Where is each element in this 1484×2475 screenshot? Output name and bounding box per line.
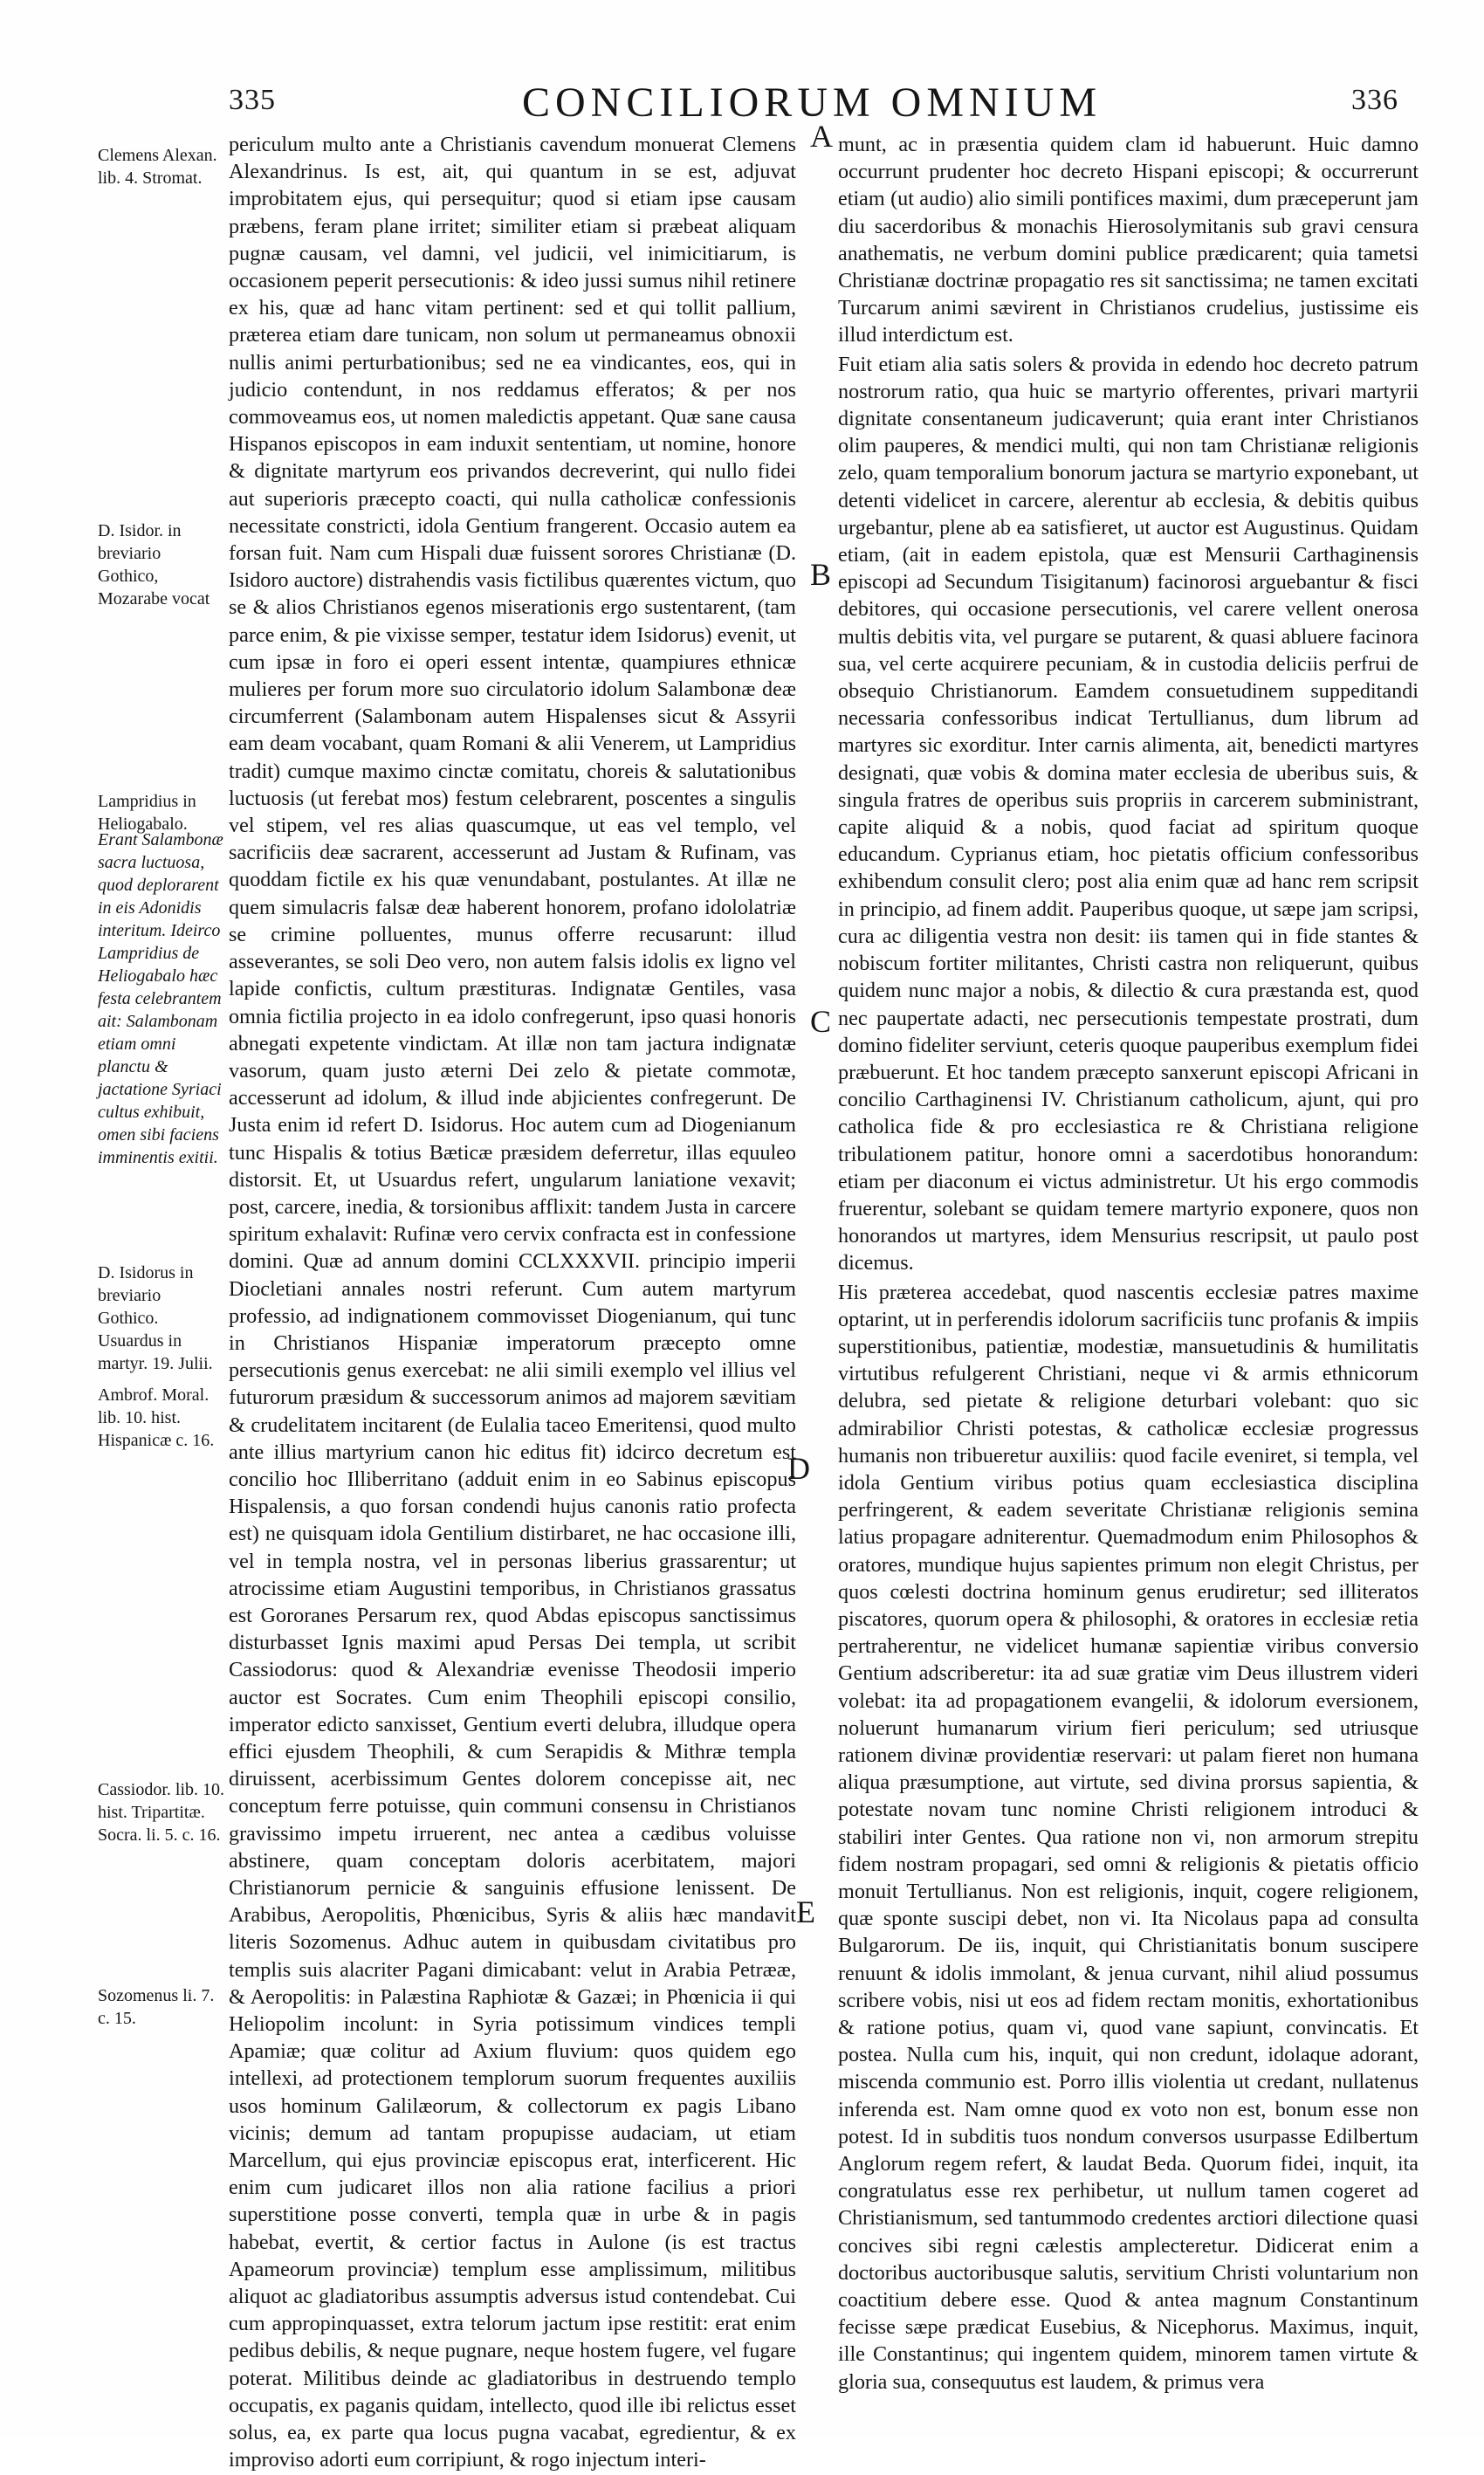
section-letter: C xyxy=(810,1004,832,1039)
running-title: CONCILIORUM OMNIUM xyxy=(521,79,1102,126)
section-letter: E xyxy=(796,1894,815,1929)
right-text-column xyxy=(838,131,1419,2397)
paragraph: periculum multo ante a Christianis cavendum monuerat Clemens Alexandrinus. Is est, ait, qui quantum in se est, adjuvat improbitatem ejus, qui persequitur; quod si etiam ipse causam præbens, feram plane irritet; similiter etiam si præbeat aliquam pugnæ causam, vel damni, vel judicii, vel inimicitiarum, is occasionem peperit persecutionis: & ideo jussi sumus nihil retinere ex his, quæ ad hanc vitam pertinent: sed et qui tollit pallium, præterea etiam dare tunicam, non solum ut permaneamus obnoxii nullis animi perturbationibus; sed ne ea vindicantes, eos, qui in judicio contendunt, in nos reddamus efferatos; & per nos commoveamus eos, ut nomen maledictis appetant. Quæ sane causa Hispanos episcopos in eam induxit sententiam, ut nomine, honore & dignitate martyrum eos privandos decreverint, qui nullo fidei aut superioris præcepto coacti, qui nulla catholicæ confessionis necessitate constricti, idola Gentium frangerent. Occasio autem ea forsan fuit. Nam cum Hispali duæ fuissent sorores Christianæ (D. Isidoro auctore) distrahendis vasis fictilibus quærentes victum, quo se & alios Christianos egenos miserationis ergo sustentarent, (tam parce enim, & pie vixisse semper, testatur idem Isidorus) evenit, ut cum ipsæ in foro ei operi essent intentæ, quampiures ethnicæ mulieres per forum more suo circulatorio idolum Salambonæ deæ circumferrent (Salambonam autem Hispalenses sicut & Assyrii eam deam vocabant, quam Romani & alii Venerem, ut Lampridius tradit) cumque maximo cinctæ comitatu, choreis & salutationibus luctuosis (ut ferebat mos) festum celebrarent, poscentes a singulis vel stipem, vel res alias quascumque, ut eas vel templo, vel sacrificiis deæ sacrarent, accesserunt ad Justam & Rufinam, vas quoddam fictile ex his quæ venundabant, postulantes. At illæ ne quem simulacris falsæ deæ haberent honorem, profano idololatriæ se crimine polluentes, munus offerre recusarunt: illud asseverantes, se soli Deo vero, non autem falsis idolis ex ligno vel lapide confictis, cultum præstituras. Indignatæ Gentiles, vasa omnia fictilia projecto in ea idolo confregerunt, ipso quasi honoris abnegati expetente vindictam. At illæ non tam jactura indignatæ vasorum, quam justo æterni Dei zelo & pietate commotæ, accesserunt ad idolum, & illud inde abjicientes confregerunt. De Justa enim id refert D. Isidorus. Hoc autem cum ad Diogenianum tunc Hispalis & totius Bæticæ præsidem deferretur, illas equuleo distorsit. Et, ut Usuardus refert, ungularum laniatione vexavit; post, carcere, inedia, & torsionibus afflixit: tandem Justa in carcere spiritum exhalavit: Rufinæ vero cervix confracta est in confessione domini. Quæ ad annum domini CCLXXXVII. principio imperii Diocletiani annales nostri referunt. Cum autem martyrum professio, ad indignationem commovisset Diogenianum, qui tunc in Christianos Hispaniæ imperatorum præcepto omne persecutionis genus exercebat: ne alii simili exemplo vel illius vel futurorum præsidum & successorum animos ad majorem sævitiam & crudelitatem incitarent (de Eulalia taceo Emeritensi, quod multo ante illius martyrium canon hic editus fit) idcirco decretum est concilio hoc Illiberritano (adduit enim in eo Sabinus episcopus Hispalensis, a quo forsan condendi hujus canonis ratio profecta est) ne quisquam idola Gentilium distirbaret, ne hac occasione illi, vel in templa nostra, vel in personas liberius grassarentur; ut atrocissime etiam Augustini temporibus, in Christianos grassatus est Gororanes Persarum rex, quod Abdas episcopus sanctissimus disturbasset Ignis maximi apud Persas Dei templa, ut scribit Cassiodorus: quod & Alexandriæ evenisse Theodosii imperio auctor est Socrates. Cum enim Theophili episcopi consilio, imperator edicto sanxisset, Gentium everti delubra, illudque opera effici ejusdem Theophili, & cum Serapidis & Mithræ templa diruissent, acerbissimum Gentes dolorem concepisse ait, nec conceptum ferre potuisse, quin communi consensu in Christianos gravissimo impetu irruerent, nec antea a cædibus voluisse abstinere, quam conceptam doloris acerbitatem, majori Christianorum pernicie & sanguinis effusione lenissent. De Arabibus, Aeropolitis, Phœnicibus, Syris & aliis hæc mandavit literis Sozomenus. Adhuc autem in quibusdam civitatibus pro templis suis alacriter Pagani dimicabant: velut in Arabia Petrææ, & Aeropolitis: in Palæstina Raphiotæ & Gazæi; in Phœnicia ii qui Heliopolim incolunt: in Syria potissimum vindices templi Apamiæ; quæ colitur ad Axium fluvium: quos quidem ego intellexi, ad protectionem templorum suorum frequentes auxiliis usos hominum Galilæorum, & collectorum ex pagis Libano vicinis; demum ad tantam propupisse audaciam, ut etiam Marcellum, qui ejus provinciæ episcopus erat, interficerent. Hic enim cum judicaret illos non alia ratione facilius a priori superstitione posse converti, templa quæ in urbe & in pagis habebat, evertit, & certior factus in Aulone (is est tractus Apameorum provinciæ) templum esse amplissimum, militibus aliquot ac gladiatoribus assumptis adversus istud contendebat. Cui cum appropinquasset, extra telorum jactum ipse restitit: erat enim pedibus debilis, & neque pugnare, neque hostem fugere, vel fugare poterat. Militibus deinde ac gladiatoribus in destruendo templo occupatis, ex paganis quidam, intellecto, quod ille ibi relictus esset solus, ea, ex parte qua locus pugna vacabat, egredientur, & ex improviso adorti eum corripiunt, & rogo injectum interi- xyxy=(229,133,796,2472)
margin-note: D. Isidorus in breviario Gothico. xyxy=(98,1263,194,1328)
paragraph: Fuit etiam alia satis solers & provida in edendo hoc decreto patrum nostrorum ratio, qua huic se martyrio offerentes, privari martyrii dignitate consentaneum judicaverunt; quia erant inter Christianos olim pauperes, & mendici multi, qui non tam Christianæ religionis zelo, quam temporalium bonorum jactura se martyrio exponebant, ut detenti videlicet in carcere, alerentur ab ecclesia, & debitis quibus urgebantur, plene ab ea satisfieret, ut auctor est Augustinus. Quidam etiam, (ait in eadem epistola, quæ est Mensurii Carthaginensis episcopi ad Secundum Tisigitanum) facinorosi arguebantur & fisci debitores, qui occasione persecutionis, vel carere vellent onerosa multis debitis vita, vel purgare se putarent, & quasi abluere facinora sua, vel certe acquirere pecuniam, & in custodia deliciis perfrui de obsequio Christianorum. Eamdem consuetudinem suppeditandi necessaria confessoribus indicat Tertullianus, dum librum ad martyres sic exorditur. Inter carnis alimenta, ait, benedicti martyres designati, quæ vobis & domina mater ecclesia de uberibus suis, & singula fratres de operibus suis propriis in carcerem subministrant, capite aliquid & a nobis, quod faciat ad spiritum quoque educandum. Cyprianus etiam, hoc pietatis officium confessoribus exhibendum consulit clero; post alia enim quæ ad hanc rem scripsit in principio, ad finem addit. Pauperibus quoque, ut sæpe jam scripsi, cura ac diligentia vestra non desit: iis tamen qui in fide stantes & nobiscum fortiter militantes, Christi castra non reliquerunt, quibus quidem nunc major a nobis, & dilectio & cura præstanda est, quod nec paupertate adacti, nec persecutionis tempestate prostrati, dum domino fideliter serviunt, ceteris quoque pauperibus exemplum fidei præbuerunt. Et hoc tandem præcepto sanxerunt episcopi Africani in concilio Carthaginensi IV. Christianum catholicum, ajunt, qui pro catholica fide & pro ecclesiastica re & Christiana religione tribulationem patitur, honore omni a sacerdotibus honorandum: etiam per diaconum ei victus administretur. Ut his ergo commodis fruerentur, solebant se quidam temere martyrio exponere, quos non honorandos ut martyres, idem Mensurius rescripsit, ut paulo post dicemus. xyxy=(838,352,1419,1275)
margin-note: Usuardus in martyr. 19. Julii. xyxy=(98,1331,213,1373)
margin-note: Sozomenus li. 7. c. 15. xyxy=(98,1986,215,2028)
paragraph: munt, ac in præsentia quidem clam id habuerunt. Huic damno occurrunt prudenter hoc decreto Hispani episcopi; & occurrerunt etiam (ut audio) alio simili pontifices maximi, dum præceperunt jam diu sacerdoribus & monachis Hierosolymitanis sub gravi censura anathematis, ne verbum domini publice prædicarent; quia tametsi Christianæ doctrinæ propagatio res sit sanctissima; ne tamen excitati Turcarum animi sævirent in Christianos crudelius, justissime eis illud interdictum est. xyxy=(838,133,1419,347)
margin-note: Erant Salambonæ sacra luctuosa, quod deplorarent in eis Adonidis interitum. Ideirco Lampridius de Heliogabalo hæc festa celebrantem ait: Salambonam etiam omni planctu & jactatione Syriaci cultus exhibuit, omen sibi faciens imminentis exitii. xyxy=(98,830,223,1167)
margin-note: Clemens Alexan. lib. 4. Stromat. xyxy=(98,146,217,188)
margin-note: Ambrof. Moral. lib. 10. hist. Hispanicæ c. 16. xyxy=(98,1385,215,1450)
section-letter: A xyxy=(810,119,833,154)
running-header xyxy=(0,79,1484,131)
section-letter: B xyxy=(810,557,832,592)
left-text-column xyxy=(229,131,796,2475)
page-number-left: 335 xyxy=(229,84,276,116)
margin-note: Cassiodor. lib. 10. hist. Tripartitæ. Socra. li. 5. c. 16. xyxy=(98,1780,225,1845)
section-letter: D xyxy=(787,1451,810,1486)
paragraph: His præterea accedebat, quod nascentis ecclesiæ patres maxime optarint, ut in perferendis idolorum sacrificiis tunc profanis & impiis superstitionibus, patientiæ, modestiæ, mansuetudinis & humilitatis virtutibus refulgerent Christiani, neque vi & armis ethnicorum delubra, sed pietate & religione deturbari volebant: quo sic admirabilior Christi potestas, & catholicæ ecclesiæ progressus humanis non tribueretur auxiliis: quod facile eveniret, si templa, vel idola Gentium viribus potius quam ecclesiastica disciplina perfringerent, & eadem severitate Christianæ religionis semina latius propagare adniterentur. Quemadmodum enim Philosophos & oratores, mundique hujus sapientes primum non elegit Christus, per quos cœlesti doctrina hominum genus erudiretur; sed illiteratos piscatores, quorum opera & philosophi, & oratores in ecclesiæ retia pertraherentur, ne videlicet humanæ sapientiæ viribus conversio Gentium adscriberetur: ita ad suæ gratiæ vim Deus illustrem videri volebat: ita ad propagationem evangelii, & idolorum eversionem, noluerunt humanarum virium fieri periculum; sed utriusque rationem divinæ providentiæ reservari: ut palam fieret non humana aliqua præsumptione, aut virtute, sed divina prorsus sapientia, & potestate novam tunc nomine Christi religionem introduci & stabiliri inter Gentes. Qua ratione non vi, non armorum strepitu fidem nostram propagari, sed omni & religionis & pietatis officio monuit Tertullianus. Non est religionis, inquit, cogere religionem, quæ sponte suscipi debet, non vi. Ita Nicolaus papa ad consulta Bulgarorum. De iis, inquit, qui Christianitatis bonum suscipere renuunt & idolis immolant, & jenua curvant, nihil aliud possumus scribere vobis, nisi ut eos ad fidem rectam monitis, exhortationibus & ratione potius, quam vi, quod vane sapiunt, convincatis. Et postea. Nulla cum his, inquit, qui non credunt, idolaque adorant, miscenda communio est. Porro illis violentia ut credant, nullatenus inferenda est. Nam omne quod ex voto non est, bonum esse non potest. Id in subditis tuos nondum conversos usurpasse Edilbertum Anglorum regem refert, & laudat Beda. Quorum fidei, inquit, ita congratulatus esse rex perhibetur, ut nullum tamen cogeret ad Christianismum, sed tantummodo credentes arctiori dilectione quasi concives sibi regni cælestis amplecteretur. Didicerat enim a doctoribus auctoribusque salutis, servitium Christi voluntarium non coactitium debere esse. Quod & antea magnum Constantinum fecisse sæpe prædicat Eusebius, & Nicephorus. Maximus, inquit, ille Constantinus; qui ingentem quidem, minorem tamen virtute & gloria sua, consequutus est laudem, & primus vera xyxy=(838,1280,1419,2394)
margin-note: Lampridius in Heliogabalo. xyxy=(98,792,196,834)
margin-note: D. Isidor. in breviario Gothico, Mozarabe vocat xyxy=(98,521,210,608)
page-number-right: 336 xyxy=(1351,84,1398,116)
